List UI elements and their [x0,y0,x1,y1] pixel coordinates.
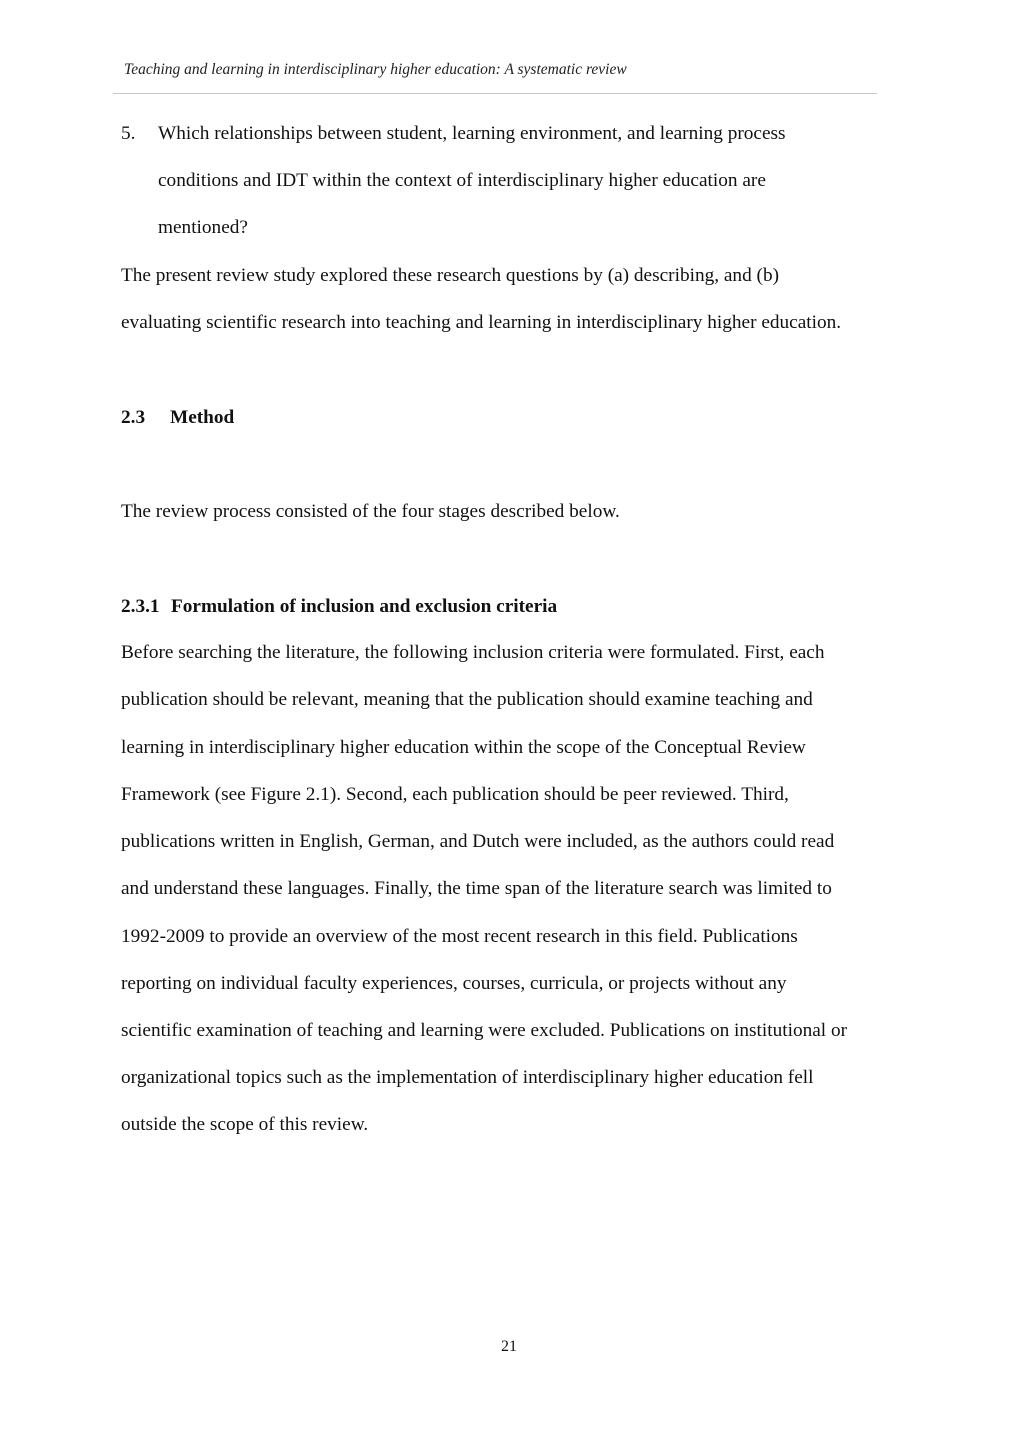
list-item-line: conditions and IDT within the context of interdisciplinary higher education are [158,170,766,191]
paragraph-line: publication should be relevant, meaning that the publication should examine teaching and [121,689,813,710]
list-item-line: mentioned? [158,217,248,238]
paragraph-line: Framework (see Figure 2.1). Second, each publication should be peer reviewed. Third, [121,784,789,805]
subsection-heading [121,595,557,619]
page-number: 21 [501,1338,517,1355]
paragraph-line: scientific examination of teaching and learning were excluded. Publications on institutional or [121,1020,848,1041]
section-heading [121,406,234,430]
subsection-title: Formulation of inclusion and exclusion criteria [171,596,558,617]
section-intro-text: The review process consisted of the four stages described below. [121,501,620,522]
list-item-number: 5. [121,123,136,144]
running-head-title: Teaching and learning in interdisciplinary higher education: A systematic review [124,61,627,78]
paragraph-line: Before searching the literature, the following inclusion criteria were formulated. First, each [121,642,825,663]
paragraph-line: reporting on individual faculty experiences, courses, curricula, or projects without any [121,973,787,994]
paragraph-line: and understand these languages. Finally, the time span of the literature search was limited to [121,878,832,899]
paragraph-line: 1992-2009 to provide an overview of the most recent research in this field. Publications [121,926,798,947]
paragraph-line: evaluating scientific research into teaching and learning in interdisciplinary higher education. [121,312,842,333]
section-title: Method [170,407,235,428]
paragraph-line: organizational topics such as the implementation of interdisciplinary higher education fell [121,1067,814,1088]
paragraph-line: publications written in English, German, and Dutch were included, as the authors could read [121,831,835,852]
subsection-number: 2.3.1 [121,596,160,617]
paragraph-line: outside the scope of this review. [121,1114,369,1135]
paragraph-line: learning in interdisciplinary higher education within the scope of the Conceptual Review [121,737,806,758]
paragraph-line: The present review study explored these research questions by (a) describing, and (b) [121,265,780,286]
section-number: 2.3 [121,407,146,428]
header-divider [113,93,877,94]
list-item-line: Which relationships between student, learning environment, and learning process [158,123,786,144]
